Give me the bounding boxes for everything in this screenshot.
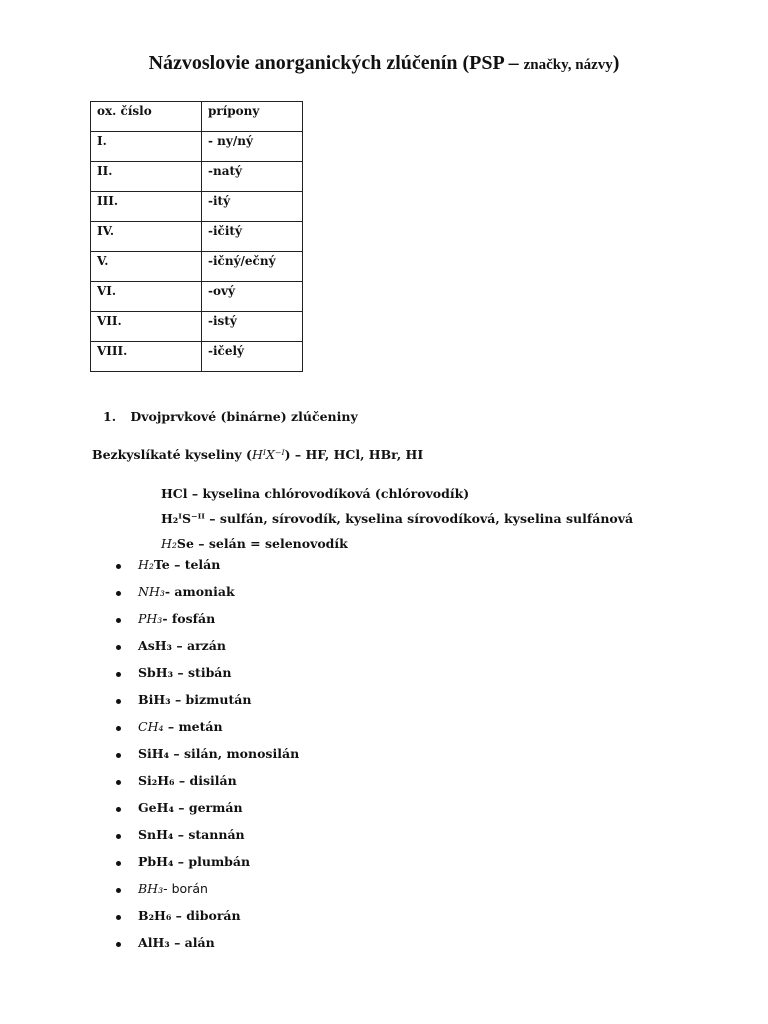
bullet-icon [116, 888, 121, 893]
bullet-icon [116, 834, 121, 839]
bullet-icon [116, 942, 121, 947]
compound-name: - fosfán [162, 611, 216, 626]
title-end: ) [612, 52, 620, 74]
bullet-icon [116, 807, 121, 812]
compound-name: - borán [163, 881, 208, 896]
compound-name: Te – telán [153, 557, 221, 572]
table-row [91, 132, 303, 162]
section-title: Dvojprvkové (binárne) zlúčeniny [130, 409, 358, 424]
ox-number-cell: I. [91, 132, 202, 162]
table-row [91, 282, 303, 312]
list-item-text [138, 827, 245, 842]
table-row [91, 342, 303, 372]
ox-number-cell: IV. [91, 222, 202, 252]
suffix-cell: -ičelý [202, 342, 303, 372]
bullet-icon [116, 591, 121, 596]
formula: CH₄ [138, 719, 164, 734]
compound-name: SiH₄ – silán, monosilán [138, 746, 300, 761]
list-item-text [138, 584, 235, 599]
oxidation-suffix-table [90, 101, 303, 372]
compound-name: AsH₃ – arzán [138, 638, 226, 653]
formula: BH₃ [138, 881, 164, 896]
suffix-cell: -itý [202, 192, 303, 222]
list-item-text [138, 719, 223, 734]
bullet-icon [116, 564, 121, 569]
ox-number-cell: VII. [91, 312, 202, 342]
compound-name: – metán [163, 719, 223, 734]
list-item-text [138, 557, 220, 572]
suffix-cell: -ičitý [202, 222, 303, 252]
list-item-text [138, 800, 243, 815]
ox-number-cell: II. [91, 162, 202, 192]
compound-name: GeH₄ – germán [138, 800, 243, 815]
formula: NH₃ [138, 584, 165, 599]
selan-line [161, 536, 348, 551]
bullet-icon [116, 753, 121, 758]
formula: PH₃ [138, 611, 163, 626]
page-title [0, 52, 768, 75]
list-item-text [138, 665, 232, 680]
list-item-text [138, 746, 299, 761]
bullet-icon [116, 699, 121, 704]
compound-name: B₂H₆ – diborán [138, 908, 241, 923]
bullet-icon [116, 645, 121, 650]
title-subtitle: značky, názvy [523, 57, 613, 73]
acids-formula: HᴵX⁻ᴵ [251, 447, 285, 462]
compound-name: SbH₃ – stibán [138, 665, 232, 680]
section-heading [103, 409, 358, 424]
acids-label: Bezkyslíkaté kyseliny ( [92, 447, 252, 462]
compound-name: SnH₄ – stannán [138, 827, 245, 842]
selan-text: Se – selán = selenovodík [176, 536, 348, 551]
suffix-cell: -ový [202, 282, 303, 312]
indented-line: H₂ᴵS⁻ᴵᴵ – sulfán, sírovodík, kyselina sírovodíková, kyselina sulfánová [161, 511, 634, 526]
ox-number-cell: VI. [91, 282, 202, 312]
list-item-text [138, 692, 251, 707]
compound-name: Si₂H₆ – disilán [138, 773, 237, 788]
compound-name: PbH₄ – plumbán [138, 854, 251, 869]
acids-line [92, 447, 423, 462]
list-item-text [138, 935, 215, 950]
table-row [91, 162, 303, 192]
table-header-row [91, 102, 303, 132]
ox-number-cell: III. [91, 192, 202, 222]
table-row [91, 312, 303, 342]
formula: H₂ [161, 536, 177, 551]
title-main: Názvoslovie anorganických zlúčenín (PSP – [148, 52, 519, 74]
bullet-icon [116, 618, 121, 623]
list-item-text [138, 881, 208, 896]
formula: H₂ [138, 557, 154, 572]
bullet-icon [116, 726, 121, 731]
list-item-text [138, 854, 250, 869]
bullet-icon [116, 915, 121, 920]
suffix-cell: - ny/ný [202, 132, 303, 162]
table-row [91, 222, 303, 252]
table-row [91, 252, 303, 282]
compound-name: - amoniak [164, 584, 235, 599]
bullet-icon [116, 861, 121, 866]
ox-number-cell: V. [91, 252, 202, 282]
suffix-cell: -natý [202, 162, 303, 192]
compound-name: BiH₃ – bizmután [138, 692, 252, 707]
table-row [91, 192, 303, 222]
section-number: 1. [103, 409, 117, 424]
bullet-icon [116, 780, 121, 785]
list-item-text [138, 611, 215, 626]
table-header-cell: prípony [202, 102, 303, 132]
table-header-cell: ox. číslo [91, 102, 202, 132]
indented-line: HCl – kyselina chlórovodíková (chlórovodík) [161, 486, 470, 501]
acids-list: ) – HF, HCl, HBr, HI [284, 447, 424, 462]
suffix-cell: -istý [202, 312, 303, 342]
bullet-icon [116, 672, 121, 677]
compound-name: AlH₃ – alán [138, 935, 215, 950]
suffix-cell: -ičný/ečný [202, 252, 303, 282]
list-item-text [138, 908, 241, 923]
list-item-text [138, 773, 237, 788]
list-item-text [138, 638, 226, 653]
ox-number-cell: VIII. [91, 342, 202, 372]
